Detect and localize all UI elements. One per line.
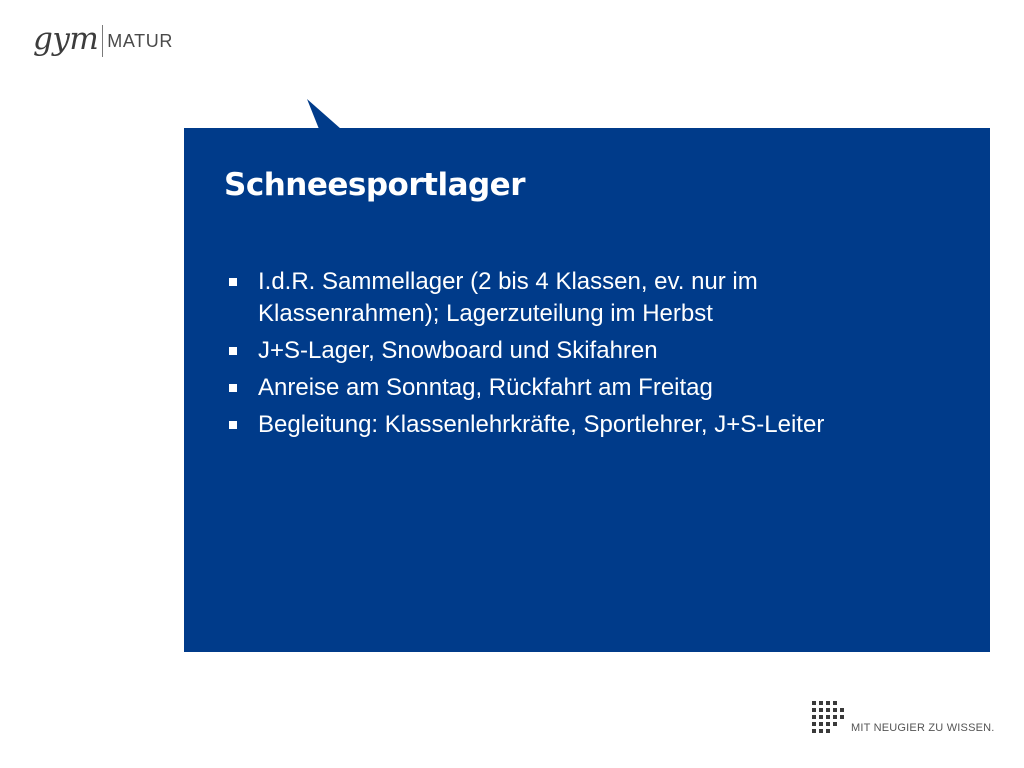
bullet-text: J+S-Lager, Snowboard und Skifahren (258, 337, 658, 364)
logo-divider (102, 25, 103, 57)
square-bullet-icon (229, 278, 237, 286)
content-panel (184, 128, 990, 652)
gym-matur-logo (33, 20, 173, 62)
square-bullet-icon (229, 347, 237, 355)
bullet-text: I.d.R. Sammellager (2 bis 4 Klassen, ev. nur im Klassenrahmen); Lagerzuteilung im Herbst (258, 268, 758, 327)
bullet-item (224, 335, 944, 367)
bullet-item (224, 266, 944, 330)
bullet-item (224, 372, 944, 404)
bullet-item (224, 409, 944, 441)
speech-bubble-tail (305, 99, 345, 131)
bullet-text: Anreise am Sonntag, Rückfahrt am Freitag (258, 374, 713, 401)
bullet-list (224, 266, 944, 446)
footer-slogan: MIT NEUGIER ZU WISSEN. (851, 722, 995, 734)
logo-gym-text: gym (33, 20, 99, 57)
square-bullet-icon (229, 421, 237, 429)
bullet-text: Begleitung: Klassenlehrkräfte, Sportlehrer, J+S-Leiter (258, 411, 825, 438)
dot-grid-logo-icon (812, 701, 844, 735)
square-bullet-icon (229, 384, 237, 392)
slide-title: Schneesportlager (224, 167, 525, 203)
logo-matur-text: MATUR (107, 31, 173, 51)
